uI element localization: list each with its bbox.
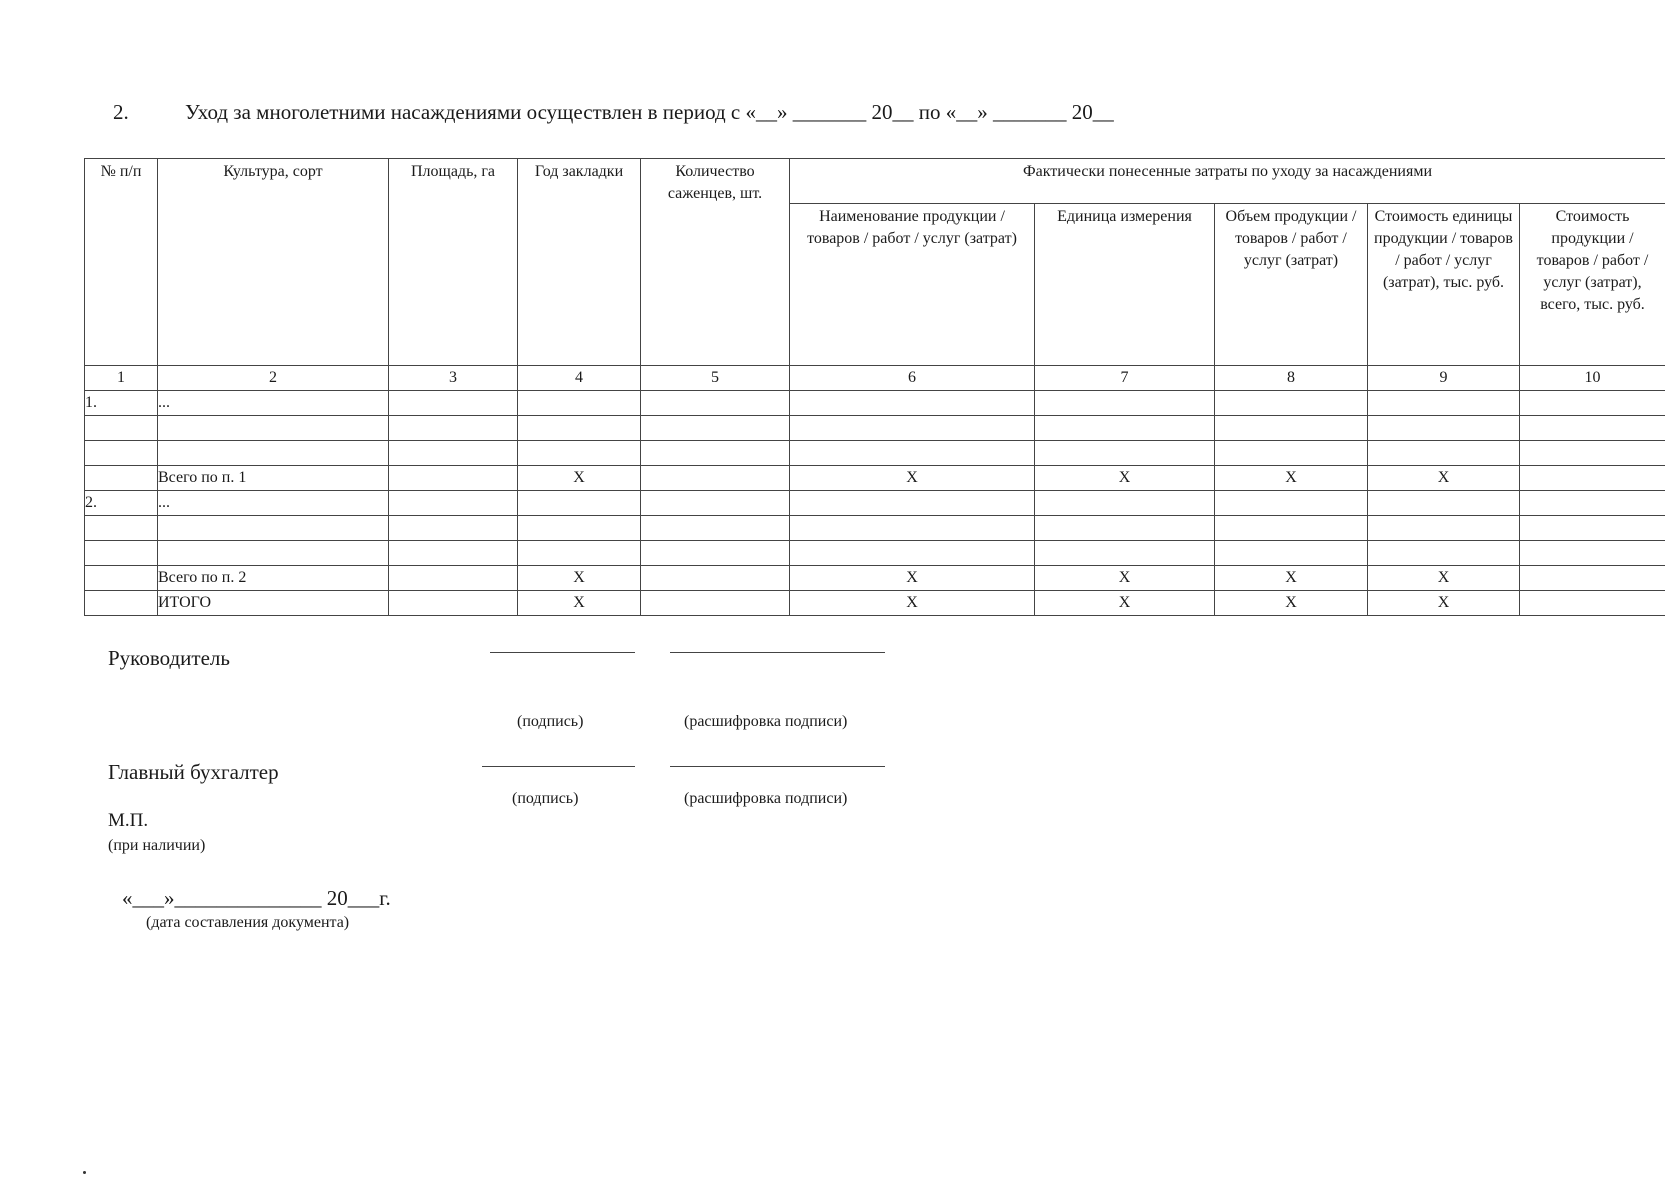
date-caption: (дата составления документа) <box>146 914 350 931</box>
head-decode-line <box>670 652 885 653</box>
row-year-cell <box>518 391 641 416</box>
row-year-cell <box>518 541 641 566</box>
row-index-cell <box>85 416 158 441</box>
row-index-cell <box>85 566 158 591</box>
table-row <box>85 516 1665 541</box>
row-index-cell: 1. <box>85 391 158 416</box>
date-line: «___»______________ 20___г. <box>122 886 391 910</box>
row-unit-cell <box>1035 391 1215 416</box>
row-area-cell <box>389 591 518 616</box>
row-name-cell: Всего по п. 1 <box>158 466 389 491</box>
column-number: 4 <box>518 366 641 391</box>
row-unit-cell: X <box>1035 566 1215 591</box>
table-row <box>85 391 1665 416</box>
table-row <box>85 591 1665 616</box>
column-number: 9 <box>1368 366 1520 391</box>
row-volume-cell <box>1215 416 1368 441</box>
row-seedlings-cell <box>641 541 790 566</box>
header-product-name: Наименование продукции / товаров / работ / услуг (затрат) <box>790 204 1035 366</box>
row-year-cell: X <box>518 466 641 491</box>
row-unit-cell <box>1035 516 1215 541</box>
header-volume: Объем продукции / товаров / работ / услуг (затрат) <box>1215 204 1368 366</box>
row-unit-cost-cell <box>1368 491 1520 516</box>
row-unit-cost-cell <box>1368 391 1520 416</box>
row-seedlings-cell <box>641 466 790 491</box>
column-number: 7 <box>1035 366 1215 391</box>
column-number: 6 <box>790 366 1035 391</box>
row-unit-cost-cell <box>1368 516 1520 541</box>
row-seedlings-cell <box>641 416 790 441</box>
row-unit-cost-cell <box>1368 541 1520 566</box>
accountant-decode-caption: (расшифровка подписи) <box>684 790 848 807</box>
row-year-cell <box>518 516 641 541</box>
table-row <box>85 566 1665 591</box>
row-index-cell <box>85 441 158 466</box>
row-name-cell <box>158 441 389 466</box>
header-culture: Культура, сорт <box>158 159 389 366</box>
row-product-cell: X <box>790 566 1035 591</box>
row-year-cell: X <box>518 591 641 616</box>
column-number-row <box>85 366 1665 391</box>
table-row <box>85 466 1665 491</box>
accountant-label: Главный бухгалтер <box>108 760 279 784</box>
row-volume-cell <box>1215 441 1368 466</box>
row-year-cell <box>518 416 641 441</box>
row-product-cell <box>790 416 1035 441</box>
row-name-cell <box>158 516 389 541</box>
row-name-cell <box>158 416 389 441</box>
section-number: 2. <box>113 100 129 124</box>
row-index-cell <box>85 541 158 566</box>
column-number: 10 <box>1520 366 1665 391</box>
section-title: Уход за многолетними насаждениями осуществлен в период с «__» _______ 20__ по «__» _______ 20__ <box>185 100 1114 124</box>
row-year-cell <box>518 441 641 466</box>
row-index-cell <box>85 516 158 541</box>
row-name-cell: ИТОГО <box>158 591 389 616</box>
row-volume-cell <box>1215 541 1368 566</box>
row-product-cell <box>790 491 1035 516</box>
table-row <box>85 541 1665 566</box>
header-unit: Единица измерения <box>1035 204 1215 366</box>
row-product-cell <box>790 441 1035 466</box>
header-num: № п/п <box>85 159 158 366</box>
row-unit-cost-cell: X <box>1368 466 1520 491</box>
column-number: 8 <box>1215 366 1368 391</box>
row-seedlings-cell <box>641 566 790 591</box>
table-row <box>85 441 1665 466</box>
row-seedlings-cell <box>641 441 790 466</box>
row-unit-cell: X <box>1035 591 1215 616</box>
row-total-cost-cell <box>1520 516 1665 541</box>
row-index-cell: 2. <box>85 491 158 516</box>
row-product-cell: X <box>790 591 1035 616</box>
row-area-cell <box>389 466 518 491</box>
header-unit-cost: Стоимость единицы продукции / товаров / работ / услуг (затрат), тыс. руб. <box>1368 204 1520 366</box>
row-name-cell: ... <box>158 491 389 516</box>
row-area-cell <box>389 491 518 516</box>
row-product-cell <box>790 391 1035 416</box>
row-name-cell <box>158 541 389 566</box>
row-index-cell <box>85 591 158 616</box>
row-unit-cell <box>1035 541 1215 566</box>
row-total-cost-cell <box>1520 416 1665 441</box>
header-total-cost: Стоимость продукции / товаров / работ / услуг (затрат), всего, тыс. руб. <box>1520 204 1665 366</box>
row-seedlings-cell <box>641 591 790 616</box>
header-year: Год закладки <box>518 159 641 366</box>
row-total-cost-cell <box>1520 591 1665 616</box>
column-number: 5 <box>641 366 790 391</box>
row-unit-cost-cell: X <box>1368 566 1520 591</box>
costs-table <box>84 158 1665 616</box>
row-area-cell <box>389 566 518 591</box>
row-unit-cell <box>1035 441 1215 466</box>
row-volume-cell: X <box>1215 566 1368 591</box>
row-seedlings-cell <box>641 391 790 416</box>
row-index-cell <box>85 466 158 491</box>
row-total-cost-cell <box>1520 541 1665 566</box>
row-area-cell <box>389 416 518 441</box>
stamp-note: (при наличии) <box>108 837 206 854</box>
row-unit-cost-cell <box>1368 441 1520 466</box>
head-signature-line <box>490 652 635 653</box>
stamp-label: М.П. <box>108 810 149 831</box>
row-unit-cell: X <box>1035 466 1215 491</box>
row-area-cell <box>389 541 518 566</box>
header-seedlings: Количество саженцев, шт. <box>641 159 790 366</box>
row-volume-cell <box>1215 391 1368 416</box>
row-total-cost-cell <box>1520 491 1665 516</box>
column-number: 1 <box>85 366 158 391</box>
head-label: Руководитель <box>108 646 230 670</box>
row-name-cell: ... <box>158 391 389 416</box>
header-costs-group: Фактически понесенные затраты по уходу за насаждениями <box>790 159 1665 204</box>
row-unit-cell <box>1035 491 1215 516</box>
row-total-cost-cell <box>1520 441 1665 466</box>
column-number: 2 <box>158 366 389 391</box>
column-number: 3 <box>389 366 518 391</box>
row-product-cell <box>790 541 1035 566</box>
row-seedlings-cell <box>641 516 790 541</box>
row-volume-cell <box>1215 491 1368 516</box>
row-name-cell: Всего по п. 2 <box>158 566 389 591</box>
head-signature-caption: (подпись) <box>517 713 584 730</box>
scan-speck <box>83 1171 86 1174</box>
row-year-cell: X <box>518 566 641 591</box>
row-product-cell: X <box>790 466 1035 491</box>
row-total-cost-cell <box>1520 466 1665 491</box>
header-area: Площадь, га <box>389 159 518 366</box>
table-body <box>85 391 1665 616</box>
accountant-signature-caption: (подпись) <box>512 790 579 807</box>
row-year-cell <box>518 491 641 516</box>
row-volume-cell: X <box>1215 591 1368 616</box>
row-area-cell <box>389 516 518 541</box>
row-total-cost-cell <box>1520 566 1665 591</box>
accountant-decode-line <box>670 766 885 767</box>
row-total-cost-cell <box>1520 391 1665 416</box>
row-area-cell <box>389 441 518 466</box>
head-decode-caption: (расшифровка подписи) <box>684 713 848 730</box>
row-product-cell <box>790 516 1035 541</box>
row-volume-cell: X <box>1215 466 1368 491</box>
table-row <box>85 491 1665 516</box>
row-seedlings-cell <box>641 491 790 516</box>
table-row <box>85 416 1665 441</box>
row-unit-cell <box>1035 416 1215 441</box>
row-unit-cost-cell: X <box>1368 591 1520 616</box>
row-volume-cell <box>1215 516 1368 541</box>
row-unit-cost-cell <box>1368 416 1520 441</box>
accountant-signature-line <box>482 766 635 767</box>
row-area-cell <box>389 391 518 416</box>
section-heading <box>113 100 1114 125</box>
